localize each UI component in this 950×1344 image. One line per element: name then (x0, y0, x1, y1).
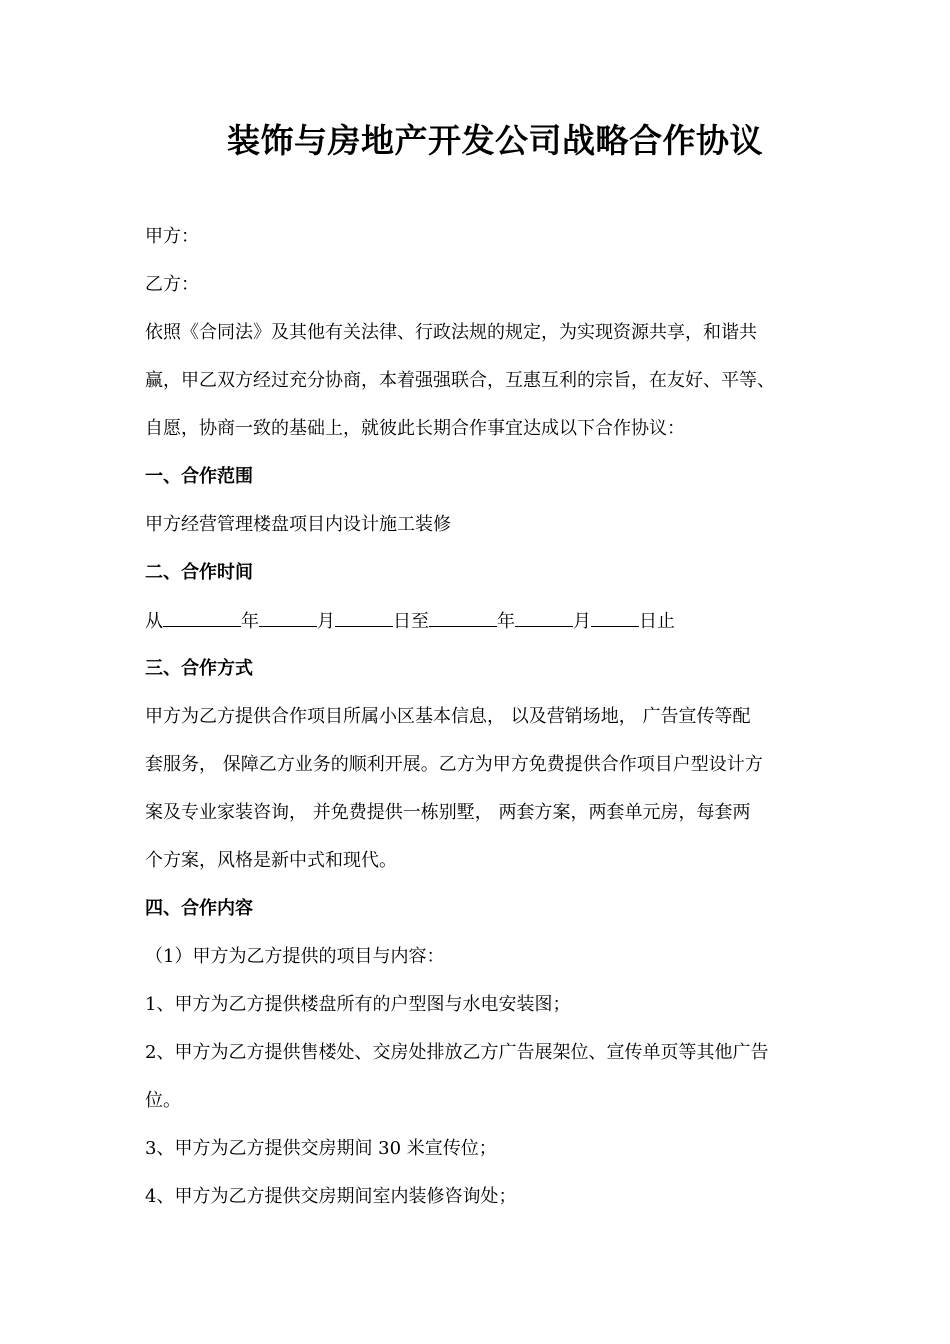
party-a-line: 甲方： (145, 226, 199, 247)
content-line-2: 1、甲方为乙方提供楼盘所有的户型图与水电安装图； (145, 994, 571, 1015)
method-line-1: 甲方为乙方提供合作项目所属小区基本信息， 以及营销场地， 广告宣传等配 (145, 706, 751, 727)
section-heading-method: 三、合作方式 (145, 658, 253, 679)
content-line-6: 4、甲方为乙方提供交房期间室内装修咨询处； (145, 1186, 517, 1207)
date-end-year-label: 年 (497, 611, 515, 632)
party-b-line: 乙方： (145, 274, 199, 295)
method-line-4: 个方案，风格是新中式和现代。 (145, 850, 397, 871)
content-line-3: 2、甲方为乙方提供售楼处、交房处排放乙方广告展架位、宣传单页等其他广告 (145, 1042, 769, 1063)
date-month-label: 月 (317, 611, 335, 632)
end-day-blank[interactable] (591, 608, 639, 627)
date-end-month-label: 月 (573, 611, 591, 632)
date-end-label: 日止 (639, 611, 675, 632)
end-year-blank[interactable] (429, 608, 497, 627)
intro-line-2: 赢，甲乙双方经过充分协商，本着强强联合，互惠互利的宗旨，在友好、平等、 (145, 370, 775, 391)
scope-line-1: 甲方经营管理楼盘项目内设计施工装修 (145, 514, 451, 535)
content-line-1: （1）甲方为乙方提供的项目与内容： (145, 946, 445, 967)
section-heading-scope: 一、合作范围 (145, 466, 253, 487)
date-to-label: 日至 (393, 611, 429, 632)
start-month-blank[interactable] (259, 608, 317, 627)
document-title: 装饰与房地产开发公司战略合作协议 (227, 121, 763, 160)
start-day-blank[interactable] (335, 608, 393, 627)
section-heading-period: 二、合作时间 (145, 562, 253, 583)
intro-line-1: 依照《合同法》及其他有关法律、行政法规的规定，为实现资源共享，和谐共 (145, 322, 757, 343)
content-line-5: 3、甲方为乙方提供交房期间 30 米宣传位； (145, 1138, 497, 1159)
date-year-label: 年 (241, 611, 259, 632)
intro-line-3: 自愿，协商一致的基础上，就彼此长期合作事宜达成以下合作协议： (145, 418, 685, 439)
method-line-2: 套服务， 保障乙方业务的顺利开展。乙方为甲方免费提供合作项目户型设计方 (145, 754, 763, 775)
start-year-blank[interactable] (163, 608, 241, 627)
section-heading-content: 四、合作内容 (145, 898, 253, 919)
date-from-label: 从 (145, 611, 163, 632)
end-month-blank[interactable] (515, 608, 573, 627)
period-date-line (145, 608, 675, 635)
method-line-3: 案及专业家装咨询， 并免费提供一栋别墅， 两套方案，两套单元房，每套两 (145, 802, 751, 823)
content-line-4: 位。 (145, 1090, 181, 1111)
